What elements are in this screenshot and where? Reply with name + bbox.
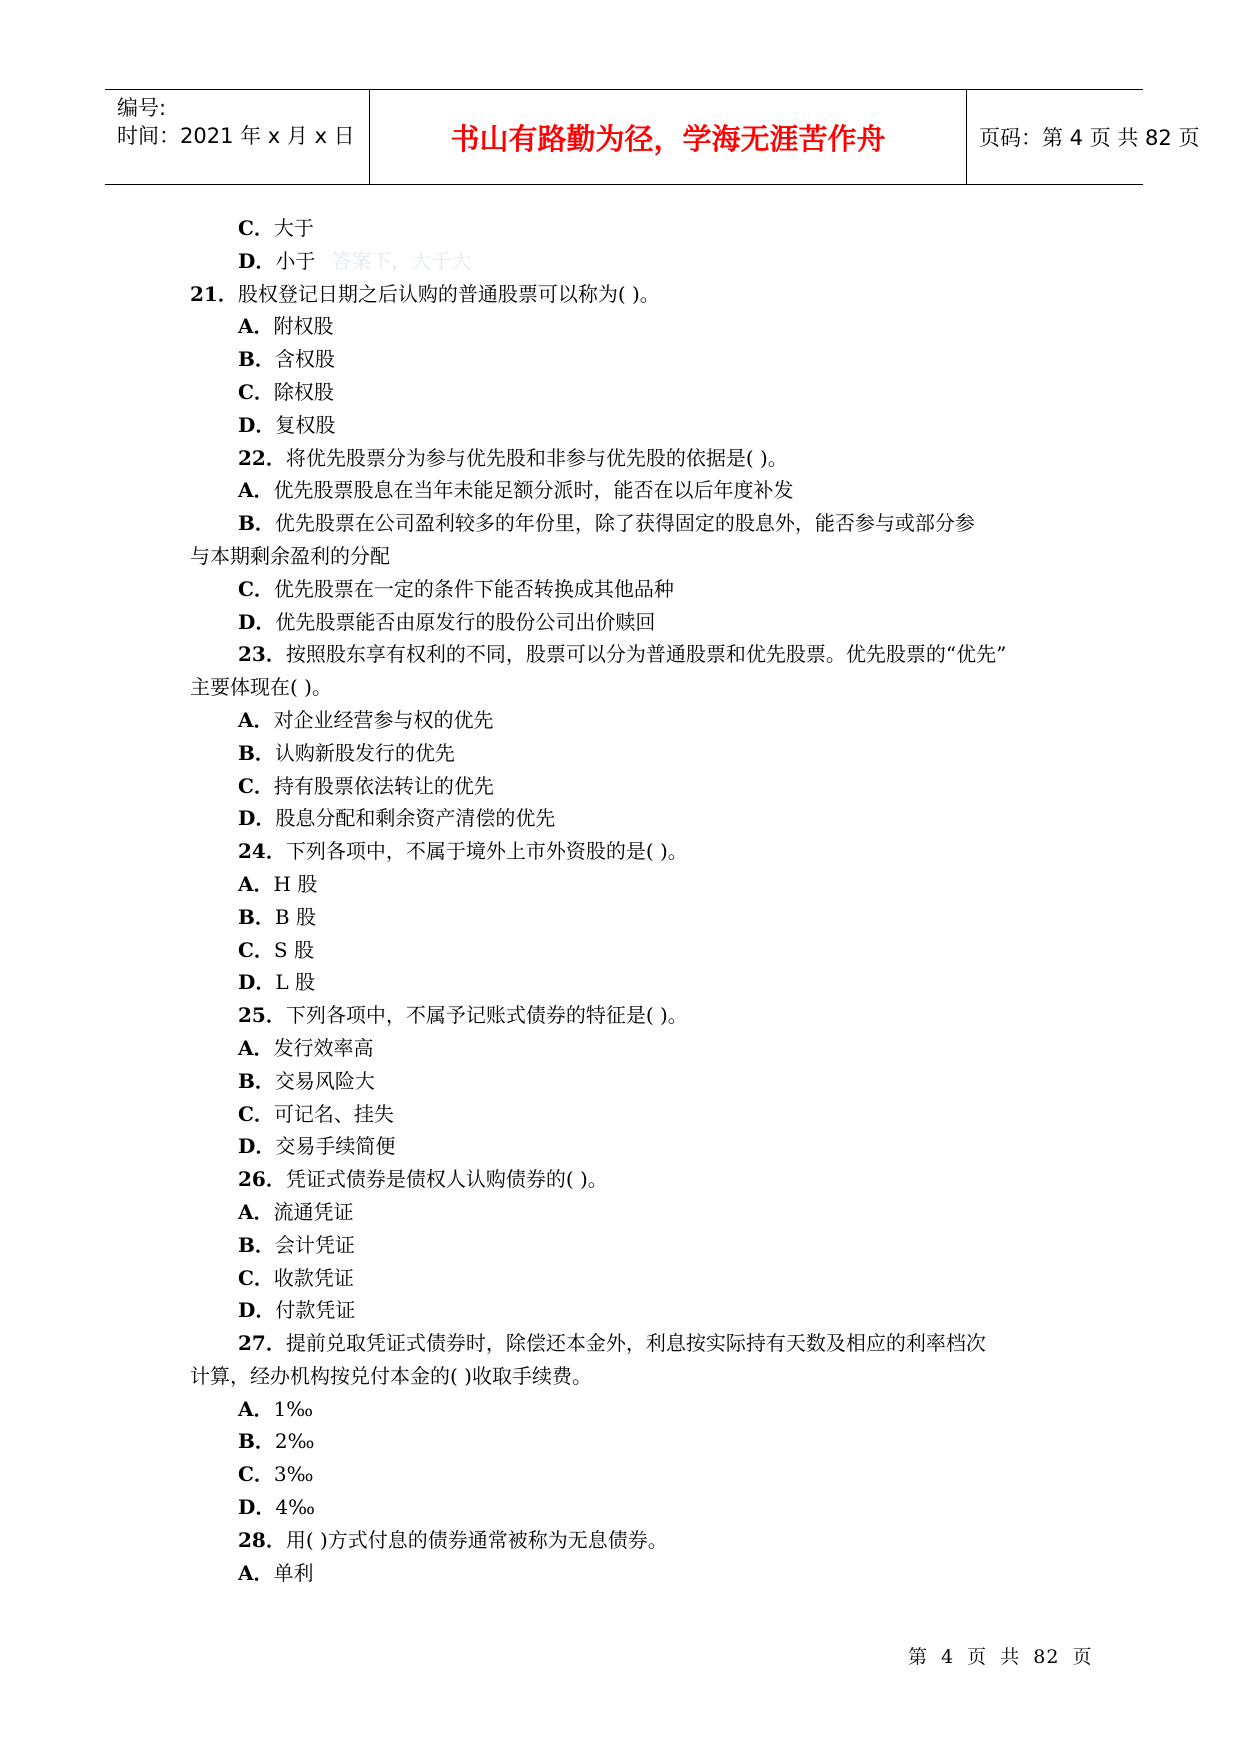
- item-label: C．: [238, 1265, 274, 1290]
- item-text: 复权股: [275, 412, 336, 437]
- item-label: A．: [238, 871, 274, 896]
- item-text: 下列各项中，不属于境外上市外资股的是( )。: [285, 839, 688, 864]
- question-line: [190, 310, 1070, 343]
- item-text: 大于: [273, 216, 314, 240]
- item-text: 优先股票在一定的条件下能否转换成其他品种: [273, 576, 674, 601]
- item-label: D．: [238, 248, 276, 273]
- item-text: 交易风险大: [274, 1068, 375, 1093]
- item-text: 2‰: [274, 1429, 315, 1454]
- item-label: 28．: [238, 1527, 286, 1552]
- question-line: [190, 1360, 1070, 1393]
- item-label: B．: [238, 740, 275, 765]
- question-line: [190, 1327, 1070, 1360]
- item-text: 1‰: [273, 1396, 314, 1421]
- item-label: C．: [238, 1101, 274, 1126]
- item-label: 27．: [238, 1331, 286, 1356]
- question-line: [190, 1294, 1070, 1327]
- question-line: [190, 1262, 1070, 1295]
- question-line: [190, 343, 1070, 376]
- question-line: [190, 934, 1070, 967]
- item-text: 按照股东享有权利的不同，股票可以分为普通股票和优先股票。优先股票的“优先”: [285, 642, 1007, 667]
- serial-number-label: 编号:: [117, 96, 167, 120]
- question-line: [190, 507, 1070, 540]
- question-line: [190, 638, 1070, 671]
- question-line: [190, 671, 1070, 704]
- item-label: B．: [238, 347, 275, 372]
- item-label: D．: [238, 1495, 276, 1520]
- item-text: 可记名、挂失: [273, 1101, 394, 1126]
- item-text: 与本期剩余盈利的分配: [190, 543, 390, 568]
- header-motto-cell: [370, 90, 967, 184]
- item-text: S 股: [273, 937, 314, 962]
- item-label: D．: [238, 1134, 276, 1159]
- question-line: [190, 1458, 1070, 1491]
- item-text: 单利: [273, 1560, 314, 1585]
- question-line: [190, 474, 1070, 507]
- item-label: C．: [238, 576, 274, 601]
- item-label: B．: [238, 1429, 275, 1454]
- item-label: B．: [238, 904, 275, 929]
- question-line: [190, 1130, 1070, 1163]
- item-label: B．: [238, 1068, 275, 1093]
- question-line: [190, 1491, 1070, 1524]
- item-text: 3‰: [273, 1462, 314, 1487]
- header-page-code-cell: [967, 90, 1200, 184]
- item-text: B 股: [274, 904, 316, 929]
- page-code-text: 页码：第 4 页 共 82 页: [979, 126, 1200, 150]
- item-label: A．: [238, 1396, 274, 1421]
- item-text: 用( )方式付息的债券通常被称为无息债券。: [285, 1527, 668, 1552]
- question-line: [190, 1065, 1070, 1098]
- question-line: [190, 1557, 1070, 1590]
- item-text: 流通凭证: [273, 1199, 354, 1224]
- item-label: D．: [238, 609, 276, 634]
- item-label: 22．: [238, 445, 286, 470]
- date-label: 时间：2021 年 x 月 x 日: [117, 124, 355, 148]
- question-line: [190, 835, 1070, 868]
- item-label: C．: [238, 216, 274, 240]
- item-label: A．: [238, 1199, 274, 1224]
- item-text: 对企业经营参与权的优先: [273, 707, 494, 732]
- question-line: [190, 1524, 1070, 1557]
- item-label: B．: [238, 511, 275, 536]
- header-left-cell: [105, 90, 370, 184]
- item-text: 将优先股票分为参与优先股和非参与优先股的依据是( )。: [285, 445, 788, 470]
- item-text: 优先股票在公司盈利较多的年份里，除了获得固定的股息外，能否参与或部分参: [274, 511, 975, 536]
- question-line: [190, 1163, 1070, 1196]
- question-line: [190, 1229, 1070, 1262]
- item-label: D．: [238, 806, 276, 831]
- item-text: 持有股票依法转让的优先: [273, 773, 494, 798]
- question-line: [190, 245, 1070, 278]
- item-label: 21．: [190, 281, 238, 306]
- item-text: 凭证式债券是债权人认购债券的( )。: [285, 1167, 608, 1192]
- question-line: [190, 901, 1070, 934]
- item-label: 23．: [238, 642, 286, 667]
- item-text: 认购新股发行的优先: [274, 740, 455, 765]
- question-line: [190, 212, 1070, 245]
- question-line: [190, 1425, 1070, 1458]
- item-text: L 股: [275, 970, 315, 995]
- question-line: [190, 1098, 1070, 1131]
- item-text: 优先股票能否由原发行的股份公司出价赎回: [275, 609, 656, 634]
- item-label: D．: [238, 1298, 276, 1323]
- item-text: 发行效率高: [273, 1035, 374, 1060]
- item-label: 26．: [238, 1167, 286, 1192]
- question-line: [190, 540, 1070, 573]
- item-text: 计算，经办机构按兑付本金的( )收取手续费。: [190, 1363, 592, 1388]
- item-label: D．: [238, 970, 276, 995]
- item-label: C．: [238, 773, 274, 798]
- item-text: 提前兑取凭证式债券时，除偿还本金外，利息按实际持有天数及相应的利率档次: [285, 1331, 986, 1356]
- item-text: 会计凭证: [274, 1232, 355, 1257]
- item-text: 4‰: [275, 1495, 315, 1520]
- item-text: 股权登记日期之后认购的普通股票可以称为( )。: [237, 281, 660, 306]
- question-line: [190, 409, 1070, 442]
- item-label: 24．: [238, 839, 286, 864]
- question-line: [190, 1393, 1070, 1426]
- item-text: 下列各项中，不属予记账式债券的特征是( )。: [285, 1003, 688, 1028]
- question-line: [190, 704, 1070, 737]
- item-text: 附权股: [273, 314, 334, 339]
- question-line: [190, 868, 1070, 901]
- item-label: A．: [238, 478, 274, 503]
- motto-text: 书山有路勤为径，学海无涯苦作舟: [450, 121, 886, 156]
- item-label: A．: [238, 1035, 274, 1060]
- item-label: C．: [238, 379, 274, 404]
- question-line: [190, 1032, 1070, 1065]
- question-line: [190, 278, 1070, 311]
- item-text: 股息分配和剩余资产清偿的优先: [275, 806, 556, 831]
- item-label: A．: [238, 707, 274, 732]
- item-label: B．: [238, 1232, 275, 1257]
- question-line: [190, 966, 1070, 999]
- item-text: 交易手续简便: [275, 1134, 396, 1159]
- question-line: [190, 802, 1070, 835]
- question-line: [190, 573, 1070, 606]
- page-header: [105, 89, 1200, 185]
- item-label: C．: [238, 1462, 274, 1487]
- question-line: [190, 737, 1070, 770]
- faint-watermark-text: 答案下，大于大: [331, 248, 472, 273]
- question-line: [190, 376, 1070, 409]
- page-footer: 第 4 页 共 82 页: [908, 1646, 1093, 1668]
- item-text: 除权股: [273, 379, 334, 404]
- item-label: D．: [238, 412, 276, 437]
- question-line: [190, 606, 1070, 639]
- item-label: C．: [238, 937, 274, 962]
- item-text: 优先股票股息在当年未能足额分派时，能否在以后年度补发: [273, 478, 794, 503]
- question-line: [190, 999, 1070, 1032]
- question-line: [190, 1196, 1070, 1229]
- item-text: H 股: [273, 871, 318, 896]
- item-text: 小于: [275, 248, 316, 273]
- item-label: A．: [238, 314, 274, 339]
- item-text: 收款凭证: [273, 1265, 354, 1290]
- question-line: [190, 442, 1070, 475]
- question-content: [190, 212, 1070, 1589]
- item-text: 含权股: [274, 347, 335, 372]
- question-line: [190, 770, 1070, 803]
- item-label: A．: [238, 1560, 274, 1585]
- item-text: 主要体现在( )。: [190, 675, 332, 700]
- item-label: 25．: [238, 1003, 286, 1028]
- item-text: 付款凭证: [275, 1298, 356, 1323]
